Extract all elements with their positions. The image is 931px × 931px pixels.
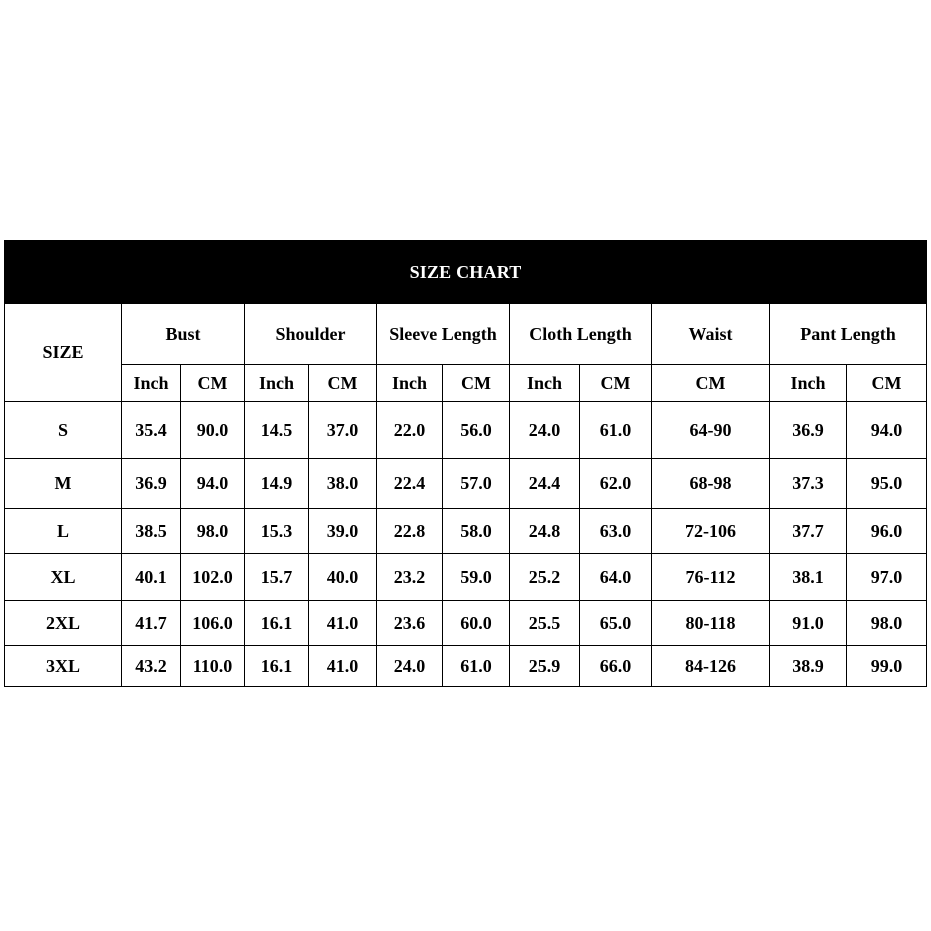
cloth-inch-unit: Inch [510, 365, 580, 402]
pant-cm-cell: 95.0 [847, 459, 927, 509]
sleeve-cm-cell: 58.0 [443, 509, 510, 554]
cloth-inch-cell: 25.2 [510, 554, 580, 601]
cloth-inch-cell: 25.5 [510, 601, 580, 646]
waist-cm-cell: 72-106 [652, 509, 770, 554]
bust-cm-cell: 90.0 [181, 402, 245, 459]
size-chart-table [4, 240, 927, 687]
shoulder-cm-unit: CM [309, 365, 377, 402]
pant-inch-cell: 38.1 [770, 554, 847, 601]
size-cell: XL [5, 554, 122, 601]
cloth-cm-cell: 66.0 [580, 646, 652, 687]
sleeve-cm-cell: 60.0 [443, 601, 510, 646]
pant-cm-cell: 96.0 [847, 509, 927, 554]
shoulder-inch-cell: 14.5 [245, 402, 309, 459]
sleeve-cm-cell: 57.0 [443, 459, 510, 509]
sleeve-cm-cell: 56.0 [443, 402, 510, 459]
cloth-cm-cell: 61.0 [580, 402, 652, 459]
bust-cm-cell: 102.0 [181, 554, 245, 601]
sleeve-inch-cell: 22.8 [377, 509, 443, 554]
sleeve-inch-cell: 22.0 [377, 402, 443, 459]
bust-inch-cell: 40.1 [122, 554, 181, 601]
pant-inch-cell: 37.3 [770, 459, 847, 509]
chart-title: SIZE CHART [5, 241, 927, 304]
size-cell: L [5, 509, 122, 554]
sleeve-cm-unit: CM [443, 365, 510, 402]
cloth-cm-cell: 64.0 [580, 554, 652, 601]
bust-inch-cell: 36.9 [122, 459, 181, 509]
size-cell: 2XL [5, 601, 122, 646]
bust-cm-unit: CM [181, 365, 245, 402]
shoulder-inch-cell: 15.7 [245, 554, 309, 601]
shoulder-header: Shoulder [245, 304, 377, 365]
waist-cm-cell: 80-118 [652, 601, 770, 646]
shoulder-inch-cell: 15.3 [245, 509, 309, 554]
cloth-cm-cell: 62.0 [580, 459, 652, 509]
pant-length-header: Pant Length [770, 304, 927, 365]
cloth-inch-cell: 24.4 [510, 459, 580, 509]
waist-cm-cell: 84-126 [652, 646, 770, 687]
shoulder-cm-cell: 37.0 [309, 402, 377, 459]
cloth-inch-cell: 25.9 [510, 646, 580, 687]
pant-cm-cell: 99.0 [847, 646, 927, 687]
pant-cm-unit: CM [847, 365, 927, 402]
cloth-cm-cell: 65.0 [580, 601, 652, 646]
bust-header: Bust [122, 304, 245, 365]
bust-cm-cell: 94.0 [181, 459, 245, 509]
pant-cm-cell: 98.0 [847, 601, 927, 646]
shoulder-inch-cell: 14.9 [245, 459, 309, 509]
cloth-length-header: Cloth Length [510, 304, 652, 365]
cloth-cm-cell: 63.0 [580, 509, 652, 554]
pant-inch-cell: 38.9 [770, 646, 847, 687]
bust-inch-cell: 35.4 [122, 402, 181, 459]
shoulder-cm-cell: 39.0 [309, 509, 377, 554]
sleeve-inch-unit: Inch [377, 365, 443, 402]
size-chart-container [4, 240, 926, 687]
size-cell: M [5, 459, 122, 509]
pant-inch-cell: 36.9 [770, 402, 847, 459]
shoulder-cm-cell: 40.0 [309, 554, 377, 601]
bust-inch-cell: 41.7 [122, 601, 181, 646]
table-row-xl [5, 554, 927, 601]
cloth-cm-unit: CM [580, 365, 652, 402]
bust-inch-cell: 38.5 [122, 509, 181, 554]
bust-cm-cell: 110.0 [181, 646, 245, 687]
bust-cm-cell: 106.0 [181, 601, 245, 646]
size-cell: S [5, 402, 122, 459]
size-cell: 3XL [5, 646, 122, 687]
bust-inch-cell: 43.2 [122, 646, 181, 687]
shoulder-inch-unit: Inch [245, 365, 309, 402]
waist-cm-cell: 76-112 [652, 554, 770, 601]
pant-inch-unit: Inch [770, 365, 847, 402]
pant-inch-cell: 37.7 [770, 509, 847, 554]
table-row-m [5, 459, 927, 509]
table-row-2xl [5, 601, 927, 646]
cloth-inch-cell: 24.8 [510, 509, 580, 554]
sleeve-inch-cell: 22.4 [377, 459, 443, 509]
table-row-l [5, 509, 927, 554]
waist-cm-cell: 68-98 [652, 459, 770, 509]
sleeve-inch-cell: 24.0 [377, 646, 443, 687]
pant-cm-cell: 97.0 [847, 554, 927, 601]
bust-cm-cell: 98.0 [181, 509, 245, 554]
bust-inch-unit: Inch [122, 365, 181, 402]
sleeve-cm-cell: 59.0 [443, 554, 510, 601]
pant-inch-cell: 91.0 [770, 601, 847, 646]
cloth-inch-cell: 24.0 [510, 402, 580, 459]
waist-header: Waist [652, 304, 770, 365]
size-column-header: SIZE [5, 304, 122, 402]
shoulder-inch-cell: 16.1 [245, 646, 309, 687]
sleeve-length-header: Sleeve Length [377, 304, 510, 365]
sleeve-cm-cell: 61.0 [443, 646, 510, 687]
sleeve-inch-cell: 23.2 [377, 554, 443, 601]
shoulder-cm-cell: 41.0 [309, 646, 377, 687]
sleeve-inch-cell: 23.6 [377, 601, 443, 646]
shoulder-inch-cell: 16.1 [245, 601, 309, 646]
waist-cm-unit: CM [652, 365, 770, 402]
table-row-s [5, 402, 927, 459]
shoulder-cm-cell: 38.0 [309, 459, 377, 509]
waist-cm-cell: 64-90 [652, 402, 770, 459]
table-row-3xl [5, 646, 927, 687]
pant-cm-cell: 94.0 [847, 402, 927, 459]
shoulder-cm-cell: 41.0 [309, 601, 377, 646]
